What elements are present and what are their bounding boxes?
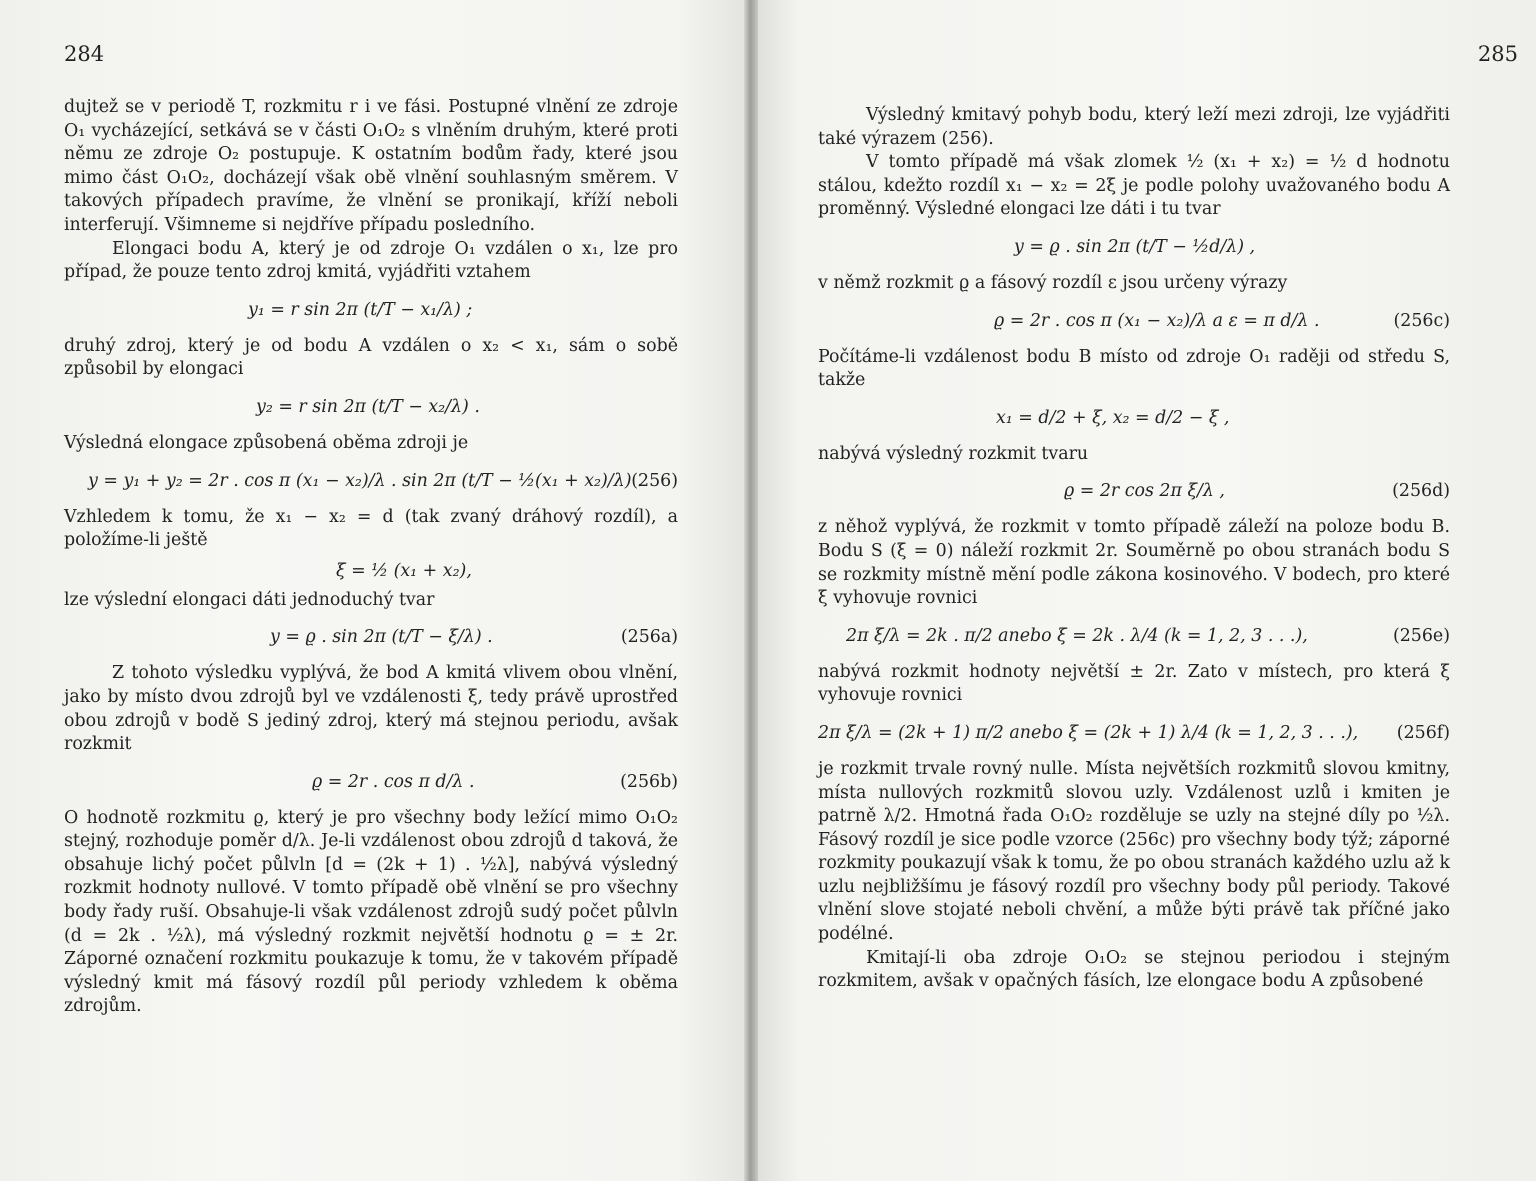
paragraph: je rozkmit trvale rovný nulle. Místa největších rozkmitů slovou kmitny, místa nullových rozkmitů slovou uzly. Vzdálenost uzlů i kmiten je patrně λ/2. Hmotná řada O₁O₂ rozděluje se uzly na stejné díly po ½λ. Fásový rozdíl je sice podle vzorce (256c) pro všechny body týž; záporné rozkmity poukazují však k tomu, že po obou stranách každého uzlu až k uzlu nejbližšímu je fásový rozdíl pro všechny body půl periody. Takové vlnění slove stojaté neboli chvění, a může býti právě tak příčné jako podélné. (818, 758, 1450, 945)
equation-expression: ϱ = 2r . cos π (x₁ − x₂)/λ a ε = π d/λ . (994, 310, 1320, 331)
page-number: 285 (1477, 42, 1518, 66)
paragraph: Vzhledem k tomu, že x₁ − x₂ = d (tak zvaný dráhový rozdíl), a položíme-li ještě (64, 506, 678, 551)
equation-number: (256a) (620, 627, 678, 648)
paragraph: Elongaci bodu A, který je od zdroje O₁ vzdálen o x₁, lze pro případ, že pouze tento zdroj kmitá, vyjádřiti vztahem (64, 238, 678, 283)
text-column (818, 104, 1450, 994)
paragraph: druhý zdroj, který je od bodu A vzdálen o x₂ < x₁, sám o sobě způsobil by elongaci (64, 335, 678, 380)
left-page (0, 0, 752, 1181)
paragraph: Výsledný kmitavý pohyb bodu, který leží mezi zdroji, lze vyjádřiti také výrazem (256). (818, 105, 1450, 149)
equation-expression: y₂ = r sin 2π (t/T − x₂/λ) . (256, 396, 480, 417)
paragraph: Počítáme-li vzdálenost bodu B místo od zdroje O₁ raději od středu S, takže (818, 346, 1450, 391)
paragraph: Z tohoto výsledku vyplývá, že bod A kmitá vlivem obou vlnění, jako by místo dvou zdrojů byl ve vzdálenosti ξ, tedy právě uprostřed obou zdrojů v bodě S jediný zdroj, který má stejnou periodu, avšak rozkmit (64, 663, 678, 755)
equation (64, 458, 678, 504)
paragraph: V tomto případě má však zlomek ½ (x₁ + x₂) = ½ d hodnotu stálou, kdežto rozdíl x₁ − x₂ = 2ξ je podle polohy uvažovaného bodu A proměnný. Výsledné elongaci lze dáti i tu tvar (818, 152, 1450, 220)
equation (64, 759, 678, 805)
equation-expression: y₁ = r sin 2π (t/T − x₁/λ) ; (248, 299, 473, 320)
equation-expression: ξ = ½ (x₁ + x₂), (336, 560, 472, 581)
equation (64, 555, 678, 587)
equation (818, 395, 1450, 441)
equation-expression: 2π ξ/λ = 2k . π/2 anebo ξ = 2k . λ/4 (k = 1, 2, 3 . . .), (846, 625, 1308, 646)
equation (64, 614, 678, 660)
equation-number: (256f) (1396, 722, 1450, 743)
equation (818, 613, 1450, 659)
paragraph: z něhož vyplývá, že rozkmit v tomto případě záleží na poloze bodu B. Bodu S (ξ = 0) náleží rozkmit 2r. Souměrně po obou stranách bodu S se rozkmity místně mění podle zákona kosinového. V bodech, pro které ξ vyhovuje rovnici (818, 517, 1450, 609)
equation-expression: y = ϱ . sin 2π (t/T − ½d/λ) , (1014, 236, 1256, 257)
paragraph: lze výslední elongaci dáti jednoduchý tvar (64, 589, 435, 610)
book-gutter (744, 0, 758, 1181)
equation-number: (256) (631, 470, 678, 491)
equation (64, 384, 678, 430)
paragraph: O hodnotě rozkmitu ϱ, který je pro všechny body ležící mimo O₁O₂ stejný, rozhoduje poměr d/λ. Je-li vzdálenost obou zdrojů d taková, že obsahuje lichý počet půlvln [d = (2k + 1) . ½λ], nabývá výsledný rozkmit hodnoty nullové. V tomto případě obě vlnění se pro všechny body řady ruší. Obsahuje-li však vzdálenost zdrojů sudý počet půlvln (d = 2k . ½λ), má výsledný rozkmit největší hodnotu ϱ = ± 2r. Záporné označení rozkmitu poukazuje k tomu, že v takovém případě výsledný kmit má fásový rozdíl půl periody vzhledem k oběma zdrojům. (64, 807, 678, 1017)
text-column (64, 96, 678, 1019)
equation-expression: x₁ = d/2 + ξ, x₂ = d/2 − ξ , (996, 407, 1230, 428)
equation-number: (256b) (620, 771, 678, 792)
equation (818, 224, 1450, 270)
paragraph: dujtež se v periodě T, rozkmitu r i ve fási. Postupné vlnění ze zdroje O₁ vycházející, setkává se v části O₁O₂ s vlněním druhým, které proti němu ze zdroje O₂ postupuje. K ostatním bodům řady, které jsou mimo část O₁O₂, docházejí však obě vlnění souhlasným směrem. V takových případech pravíme, že vlnění se pronikají, kříží neboli interferují. Všimneme si nejdříve případu posledního. (64, 97, 678, 235)
equation-expression: y = ϱ . sin 2π (t/T − ξ/λ) . (270, 627, 493, 648)
paragraph: Kmitají-li oba zdroje O₁O₂ se stejnou periodou i stejným rozkmitem, avšak v opačných fásích, lze elongace bodu A způsobené (818, 947, 1450, 992)
equation-expression: 2π ξ/λ = (2k + 1) π/2 anebo ξ = (2k + 1) λ/4 (k = 1, 2, 3 . . .), (818, 722, 1359, 743)
paragraph: nabývá výsledný rozkmit tvaru (818, 443, 1089, 464)
paragraph: v němž rozkmit ϱ a fásový rozdíl ε jsou určeny výrazy (818, 272, 1288, 293)
paragraph: nabývá rozkmit hodnoty největší ± 2r. Zato v místech, pro která ξ vyhovuje rovnici (818, 661, 1450, 706)
equation (64, 287, 678, 333)
equation-expression: ϱ = 2r . cos π d/λ . (312, 771, 475, 792)
page-number: 284 (64, 42, 105, 66)
right-page (752, 0, 1536, 1181)
equation-expression: ϱ = 2r cos 2π ξ/λ , (1064, 481, 1225, 502)
paragraph: Výsledná elongace způsobená oběma zdroji je (64, 432, 469, 453)
equation (818, 468, 1450, 514)
equation-expression: y = y₁ + y₂ = 2r . cos π (x₁ − x₂)/λ . sin 2π (t/T − ½(x₁ + x₂)/λ) . (88, 470, 643, 491)
equation-number: (256e) (1392, 625, 1450, 646)
equation-number: (256c) (1393, 310, 1450, 331)
equation (818, 298, 1450, 344)
equation-number: (256d) (1392, 481, 1450, 502)
equation (818, 710, 1450, 756)
